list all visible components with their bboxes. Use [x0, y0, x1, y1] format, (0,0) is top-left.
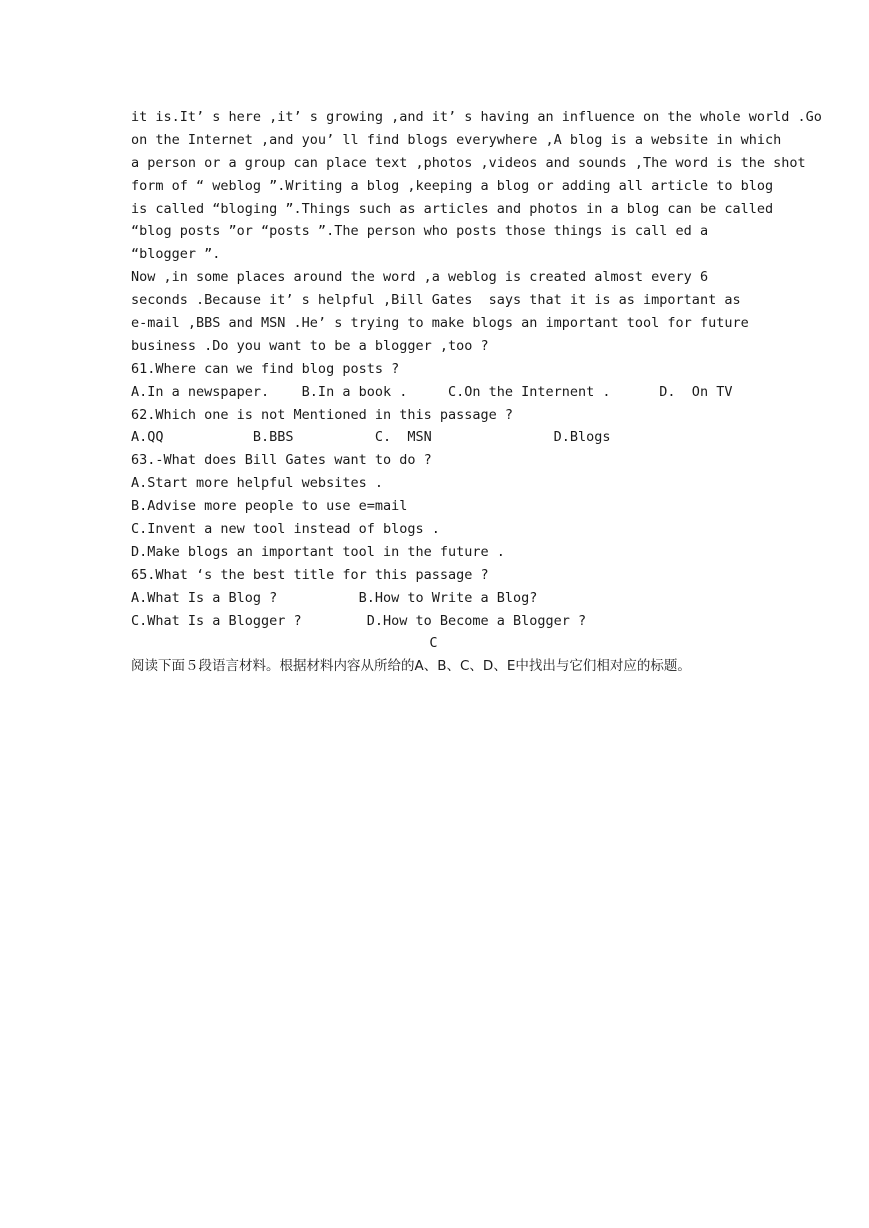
question-62 — [131, 404, 771, 450]
question-stem: 62.Which one is not Mentioned in this passage ? — [131, 406, 514, 423]
passage-line: “blogger ”. — [131, 246, 221, 263]
question-stem: 63.-What does Bill Gates want to do ? — [131, 452, 432, 469]
passage-line: “blog posts ”or “posts ”.The person who posts those things is call ed a — [131, 223, 709, 240]
passage-line: form of “ weblog ”.Writing a blog ,keeping a blog or adding all article to blog — [131, 177, 774, 194]
option-a: A.Start more helpful websites . — [131, 475, 383, 492]
section-letter: C — [429, 635, 438, 652]
passage-line: business .Do you want to be a blogger ,too ? — [131, 337, 489, 354]
passage-line: Now ,in some places around the word ,a weblog is created almost every 6 — [131, 269, 709, 286]
option-c: C.Invent a new tool instead of blogs . — [131, 521, 440, 538]
question-stem: 65.What ‘s the best title for this passage ? — [131, 566, 489, 583]
passage-line: seconds .Because it’ s helpful ,Bill Gates says that it is as important as — [131, 292, 741, 309]
option-b: B.Advise more people to use e=mail — [131, 498, 408, 515]
question-61 — [131, 358, 771, 404]
question-options: C.What Is a Blogger ? D.How to Become a Blogger ? — [131, 612, 587, 629]
passage-line: is called “bloging ”.Things such as articles and photos in a blog can be called — [131, 200, 774, 217]
question-stem: 61.Where can we find blog posts ? — [131, 360, 400, 377]
passage-line: on the Internet ,and you’ ll find blogs everywhere ,A blog is a website in which — [131, 131, 782, 148]
passage-line: it is.It’ s here ,it’ s growing ,and it’ s having an influence on the whole world .Go — [131, 109, 822, 125]
question-63 — [131, 449, 771, 563]
question-options: A.In a newspaper. B.In a book . C.On the Internent . D. On TV — [131, 383, 733, 400]
passage-line: e-mail ,BBS and MSN .He’ s trying to make blogs an important tool for future — [131, 315, 749, 332]
reading-passage — [131, 106, 822, 358]
passage-line: a person or a group can place text ,photos ,videos and sounds ,The word is the shot — [131, 154, 806, 171]
question-65 — [131, 564, 771, 633]
question-options: A.QQ B.BBS C. MSN D.Blogs — [131, 429, 611, 446]
section-instruction: 阅读下面５段语言材料。根据材料内容从所给的A、B、C、D、E中找出与它们相对应的标题。 — [131, 658, 691, 675]
page-content — [131, 106, 822, 678]
question-options: A.What Is a Blog ? B.How to Write a Blog? — [131, 589, 538, 606]
option-d: D.Make blogs an important tool in the future . — [131, 543, 505, 560]
